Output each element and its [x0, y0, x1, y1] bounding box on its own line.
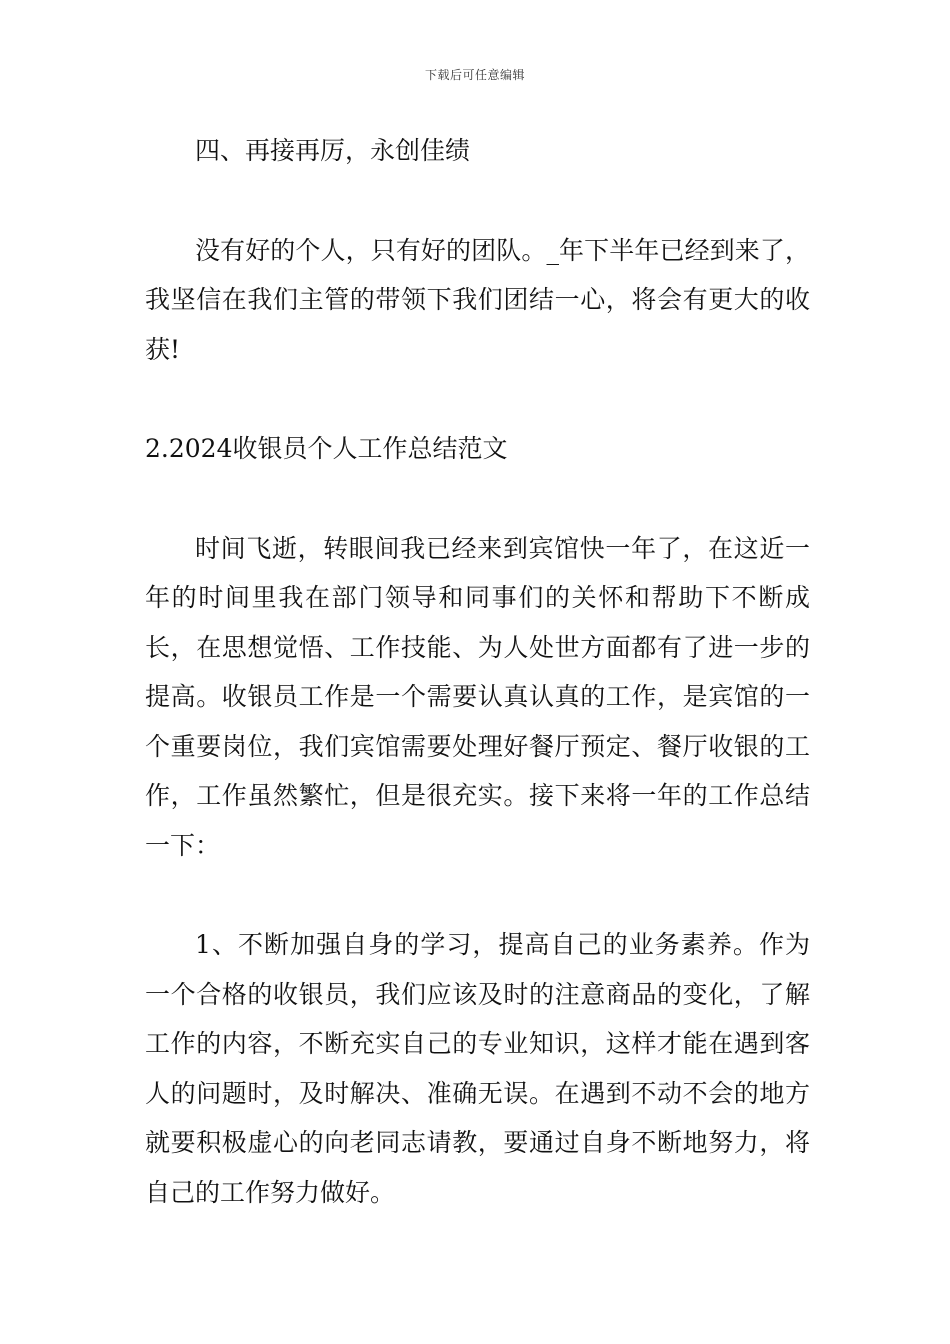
section-heading: 四、再接再厉，永创佳绩 [195, 136, 471, 165]
body-paragraph: 1、不断加强自身的学习，提高自己的业务素养。作为一个合格的收银员，我们应该及时的注意商品的变化，了解工作的内容，不断充实自己的专业知识，这样才能在遇到客人的问题时，及时解决、准确无误。在遇到不动不会的地方就要积极虚心的向老同志请教，要通过自身不断地努力，将自己的工作努力做好。 [145, 930, 810, 1207]
body-paragraph: 没有好的个人，只有好的团队。_年下半年已经到来了，我坚信在我们主管的带领下我们团结一心，将会有更大的收获! [145, 235, 810, 364]
header-note: 下载后可任意编辑 [424, 68, 525, 82]
body-paragraph: 时间飞逝，转眼间我已经来到宾馆快一年了，在这近一年的时间里我在部门领导和同事们的关怀和帮助下不断成长，在思想觉悟、工作技能、为人处世方面都有了进一步的提高。收银员工作是一个需要认真认真的工作，是宾馆的一个重要岗位，我们宾馆需要处理好餐厅预定、餐厅收银的工作，工作虽然繁忙，但是很充实。接下来将一年的工作总结一下： [145, 533, 810, 860]
document-body [145, 126, 810, 1217]
article-title: 2.2024收银员个人工作总结范文 [145, 434, 508, 463]
